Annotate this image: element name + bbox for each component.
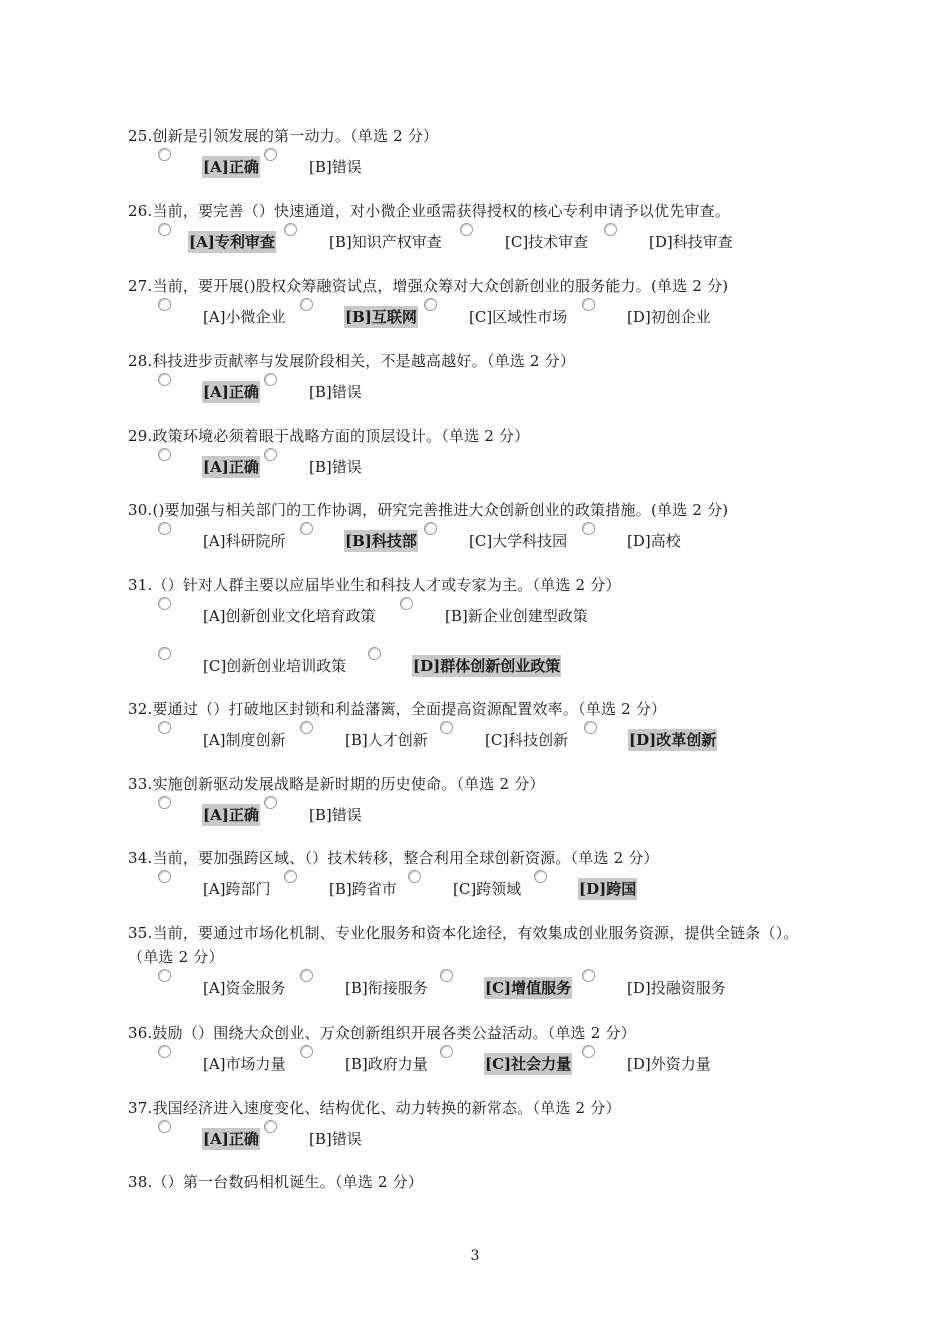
question-26 bbox=[128, 199, 828, 255]
option-label: [A]跨部门 bbox=[203, 880, 271, 898]
question-text: 37.我国经济进入速度变化、结构优化、动力转换的新常态。（单选 2 分） bbox=[128, 1099, 621, 1117]
option-label: [A]正确 bbox=[203, 458, 259, 476]
option-label: [B]政府力量 bbox=[345, 1055, 428, 1073]
option-row bbox=[128, 603, 828, 629]
option-label: [C]增值服务 bbox=[485, 979, 572, 997]
radio-button[interactable] bbox=[582, 522, 595, 535]
option-label: [A]小微企业 bbox=[203, 308, 286, 326]
option-label: [D]初创企业 bbox=[627, 308, 711, 326]
radio-button[interactable] bbox=[300, 522, 313, 535]
radio-button[interactable] bbox=[158, 1120, 171, 1133]
question-text: 38.（）第一台数码相机诞生。（单选 2 分） bbox=[128, 1173, 424, 1191]
radio-button[interactable] bbox=[264, 148, 277, 161]
option-label: [C]大学科技园 bbox=[469, 532, 568, 550]
question-text: 35.当前，要通过市场化机制、专业化服务和资本化途径，有效集成创业服务资源，提供全链条（）。（单选 2 分） bbox=[128, 924, 799, 966]
question-text: 28.科技进步贡献率与发展阶段相关，不是越高越好。（单选 2 分） bbox=[128, 352, 576, 370]
option-row bbox=[128, 1051, 828, 1077]
option-label: [B]知识产权审查 bbox=[329, 233, 442, 251]
option-row bbox=[128, 229, 828, 255]
option-label: [B]错误 bbox=[309, 158, 362, 176]
option-label: [A]制度创新 bbox=[203, 731, 286, 749]
radio-button[interactable] bbox=[158, 223, 171, 236]
radio-button[interactable] bbox=[158, 373, 171, 386]
option-row bbox=[128, 304, 828, 330]
radio-button[interactable] bbox=[300, 721, 313, 734]
question-text: 26.当前，要完善（）快速通道，对小微企业亟需获得授权的核心专利申请予以优先审查。 bbox=[128, 202, 731, 220]
option-label: [D]改革创新 bbox=[629, 731, 717, 749]
radio-button[interactable] bbox=[424, 298, 437, 311]
option-label: [D]外资力量 bbox=[627, 1055, 711, 1073]
radio-button[interactable] bbox=[582, 969, 595, 982]
option-label: [C]技术审查 bbox=[505, 233, 589, 251]
radio-button[interactable] bbox=[582, 1045, 595, 1058]
option-row bbox=[128, 379, 828, 405]
radio-button[interactable] bbox=[158, 870, 171, 883]
option-row bbox=[128, 975, 828, 1001]
option-label: [D]跨国 bbox=[579, 880, 637, 898]
page-number: 3 bbox=[470, 1248, 480, 1264]
option-label: [A]正确 bbox=[203, 383, 259, 401]
option-label: [D]投融资服务 bbox=[627, 979, 726, 997]
option-row bbox=[128, 727, 828, 753]
radio-button[interactable] bbox=[440, 1045, 453, 1058]
radio-button[interactable] bbox=[264, 1120, 277, 1133]
radio-button[interactable] bbox=[300, 298, 313, 311]
question-38 bbox=[128, 1170, 828, 1194]
question-text: 32.要通过（）打破地区封锁和利益藩篱，全面提高资源配置效率。（单选 2 分） bbox=[128, 700, 667, 718]
option-label: [A]正确 bbox=[203, 1130, 259, 1148]
question-text: 33.实施创新驱动发展战略是新时期的历史使命。（单选 2 分） bbox=[128, 775, 545, 793]
option-label: [B]衔接服务 bbox=[345, 979, 428, 997]
radio-button[interactable] bbox=[158, 597, 171, 610]
question-36 bbox=[128, 1021, 828, 1077]
option-label: [D]高校 bbox=[627, 532, 681, 550]
option-label: [B]错误 bbox=[309, 383, 362, 401]
radio-button[interactable] bbox=[300, 1045, 313, 1058]
radio-button[interactable] bbox=[158, 647, 171, 660]
radio-button[interactable] bbox=[264, 796, 277, 809]
radio-button[interactable] bbox=[158, 148, 171, 161]
radio-button[interactable] bbox=[284, 870, 297, 883]
radio-button[interactable] bbox=[534, 870, 547, 883]
option-label: [D]科技审查 bbox=[649, 233, 733, 251]
option-label: [B]错误 bbox=[309, 458, 362, 476]
option-row bbox=[128, 154, 828, 180]
radio-button[interactable] bbox=[408, 870, 421, 883]
radio-button[interactable] bbox=[158, 522, 171, 535]
question-text: 34.当前，要加强跨区域、（）技术转移，整合利用全球创新资源。（单选 2 分） bbox=[128, 849, 659, 867]
radio-button[interactable] bbox=[158, 721, 171, 734]
radio-button[interactable] bbox=[158, 298, 171, 311]
radio-button[interactable] bbox=[584, 721, 597, 734]
option-label: [C]科技创新 bbox=[485, 731, 569, 749]
option-row bbox=[128, 876, 828, 902]
question-30 bbox=[128, 498, 828, 554]
question-text: 29.政策环境必须着眼于战略方面的顶层设计。（单选 2 分） bbox=[128, 427, 530, 445]
option-label: [A]市场力量 bbox=[203, 1055, 286, 1073]
option-label: [B]跨省市 bbox=[329, 880, 397, 898]
option-label: [C]社会力量 bbox=[485, 1055, 572, 1073]
radio-button[interactable] bbox=[424, 522, 437, 535]
radio-button[interactable] bbox=[158, 796, 171, 809]
radio-button[interactable] bbox=[158, 1045, 171, 1058]
option-label: [A]正确 bbox=[203, 158, 259, 176]
option-label: [A]科研院所 bbox=[203, 532, 286, 550]
option-row bbox=[128, 1126, 828, 1152]
option-label: [A]创新创业文化培育政策 bbox=[203, 607, 376, 625]
radio-button[interactable] bbox=[440, 969, 453, 982]
option-row bbox=[128, 454, 828, 480]
radio-button[interactable] bbox=[264, 373, 277, 386]
radio-button[interactable] bbox=[300, 969, 313, 982]
question-32 bbox=[128, 697, 828, 753]
option-label: [C]区域性市场 bbox=[469, 308, 568, 326]
question-35 bbox=[128, 921, 828, 1001]
radio-button[interactable] bbox=[604, 223, 617, 236]
option-label: [C]跨领域 bbox=[453, 880, 522, 898]
option-label: [A]专利审查 bbox=[189, 233, 275, 251]
radio-button[interactable] bbox=[264, 448, 277, 461]
question-25 bbox=[128, 124, 828, 180]
option-label: [B]错误 bbox=[309, 806, 362, 824]
option-label: [B]人才创新 bbox=[345, 731, 428, 749]
radio-button[interactable] bbox=[368, 647, 381, 660]
radio-button[interactable] bbox=[582, 298, 595, 311]
question-34 bbox=[128, 846, 828, 902]
radio-button[interactable] bbox=[440, 721, 453, 734]
question-33 bbox=[128, 772, 828, 828]
question-27 bbox=[128, 274, 828, 330]
question-37 bbox=[128, 1096, 828, 1152]
option-row bbox=[128, 528, 828, 554]
option-label: [D]群体创新创业政策 bbox=[413, 657, 561, 675]
radio-button[interactable] bbox=[460, 223, 473, 236]
radio-button[interactable] bbox=[158, 969, 171, 982]
question-text: 36.鼓励（）围绕大众创业、万众创新组织开展各类公益活动。（单选 2 分） bbox=[128, 1024, 636, 1042]
radio-button[interactable] bbox=[158, 448, 171, 461]
option-label: [A]资金服务 bbox=[203, 979, 286, 997]
question-text: 30.()要加强与相关部门的工作协调，研究完善推进大众创新创业的政策措施。(单选 2 分) bbox=[128, 501, 729, 519]
radio-button[interactable] bbox=[284, 223, 297, 236]
question-text: 25.创新是引领发展的第一动力。（单选 2 分） bbox=[128, 127, 439, 145]
question-29 bbox=[128, 424, 828, 480]
question-31 bbox=[128, 573, 828, 679]
option-row bbox=[128, 802, 828, 828]
option-label: [B]科技部 bbox=[345, 532, 417, 550]
radio-button[interactable] bbox=[400, 597, 413, 610]
option-row bbox=[128, 653, 828, 679]
question-28 bbox=[128, 349, 828, 405]
question-text: 27.当前，要开展()股权众筹融资试点，增强众筹对大众创新创业的服务能力。(单选 2 分) bbox=[128, 277, 729, 295]
option-label: [B]互联网 bbox=[345, 308, 417, 326]
option-label: [B]新企业创建型政策 bbox=[445, 607, 588, 625]
option-label: [B]错误 bbox=[309, 1130, 362, 1148]
question-text: 31.（）针对人群主要以应届毕业生和科技人才或专家为主。（单选 2 分） bbox=[128, 576, 621, 594]
option-label: [C]创新创业培训政策 bbox=[203, 657, 347, 675]
option-label: [A]正确 bbox=[203, 806, 259, 824]
